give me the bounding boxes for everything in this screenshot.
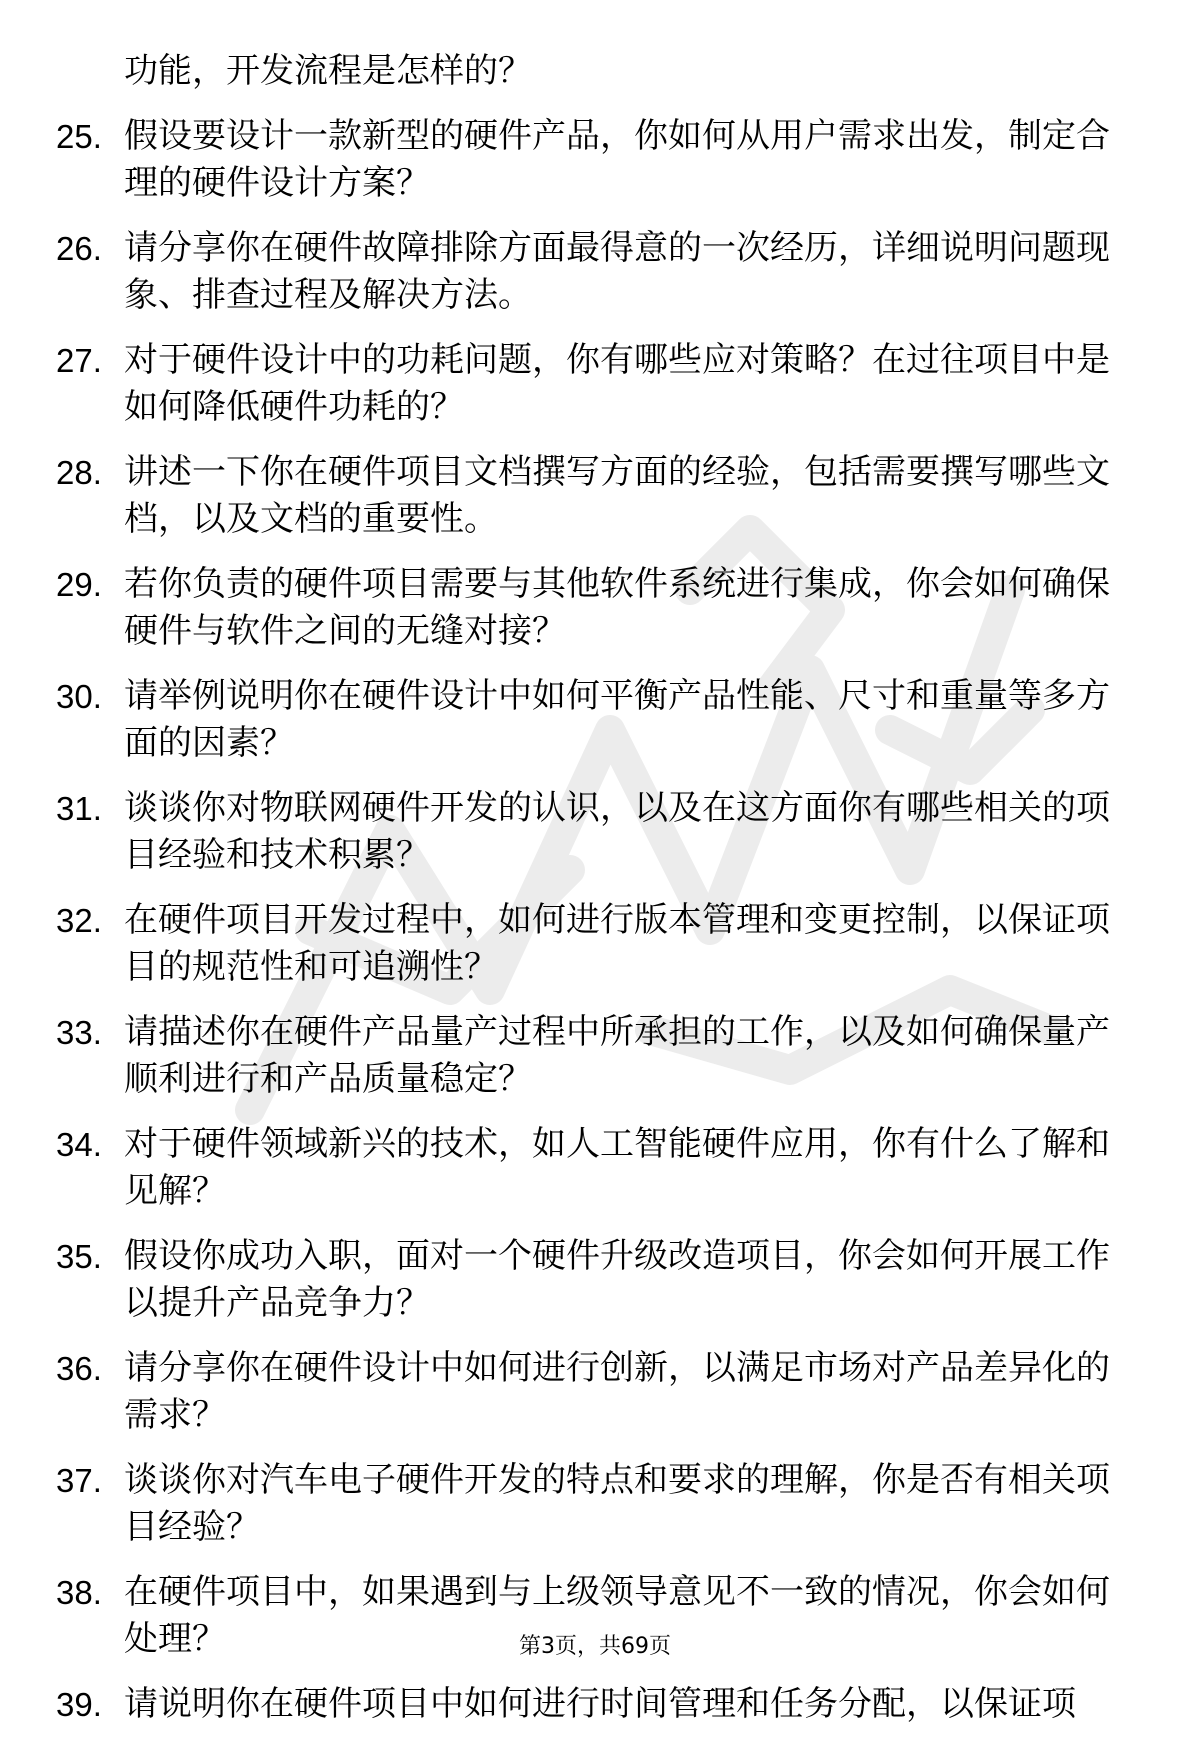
question-text: 对于硬件领域新兴的技术，如人工智能硬件应用，你有什么了解和见解？ [124,1124,1110,1211]
question-number: 39. [56,1686,102,1723]
question-number: 32. [56,902,102,939]
question-item [56,673,1136,767]
question-number: 25. [56,118,102,155]
question-number: 28. [56,454,102,491]
question-number: 36. [56,1350,102,1387]
question-item [56,1009,1136,1103]
question-text: 讲述一下你在硬件项目文档撰写方面的经验，包括需要撰写哪些文档，以及文档的重要性。 [124,452,1110,539]
question-item [56,897,1136,991]
question-item [56,561,1136,655]
question-number: 33. [56,1014,102,1051]
question-number: 31. [56,790,102,827]
continued-text: 功能，开发流程是怎样的？ [124,51,532,91]
question-item [56,1121,1136,1215]
question-number: 38. [56,1574,102,1611]
question-content [56,48,1136,1746]
question-item [56,785,1136,879]
question-item [56,1457,1136,1551]
question-text: 若你负责的硬件项目需要与其他软件系统进行集成，你会如何确保硬件与软件之间的无缝对接？ [124,564,1110,651]
question-text: 在硬件项目开发过程中，如何进行版本管理和变更控制，以保证项目的规范性和可追溯性？ [124,900,1110,987]
question-item [56,225,1136,319]
question-item [56,449,1136,543]
question-list [56,113,1136,1728]
question-number: 34. [56,1126,102,1163]
question-item [56,1345,1136,1439]
question-number: 37. [56,1462,102,1499]
question-text: 请分享你在硬件设计中如何进行创新，以满足市场对产品差异化的需求？ [124,1348,1110,1435]
question-number: 35. [56,1238,102,1275]
question-item [56,1233,1136,1327]
question-text: 假设要设计一款新型的硬件产品，你如何从用户需求出发，制定合理的硬件设计方案？ [124,116,1110,203]
question-number: 26. [56,230,102,267]
question-text: 请分享你在硬件故障排除方面最得意的一次经历，详细说明问题现象、排查过程及解决方法。 [124,228,1110,315]
page-footer: 第3页，共69页 [519,1634,671,1659]
question-item [56,337,1136,431]
question-number: 30. [56,678,102,715]
question-item [56,113,1136,207]
question-text: 在硬件项目中，如果遇到与上级领导意见不一致的情况，你会如何处理？ [124,1572,1110,1659]
question-text: 请举例说明你在硬件设计中如何平衡产品性能、尺寸和重量等多方面的因素？ [124,676,1110,763]
question-text: 谈谈你对物联网硬件开发的认识，以及在这方面你有哪些相关的项目经验和技术积累？ [124,788,1110,875]
question-text: 请说明你在硬件项目中如何进行时间管理和任务分配，以保证项 [124,1684,1076,1724]
question-text: 对于硬件设计中的功耗问题，你有哪些应对策略？在过往项目中是如何降低硬件功耗的？ [124,340,1110,427]
question-item [56,1681,1136,1728]
question-text: 谈谈你对汽车电子硬件开发的特点和要求的理解，你是否有相关项目经验？ [124,1460,1110,1547]
question-text: 假设你成功入职，面对一个硬件升级改造项目，你会如何开展工作以提升产品竞争力？ [124,1236,1110,1323]
question-number: 29. [56,566,102,603]
question-number: 27. [56,342,102,379]
question-text: 请描述你在硬件产品量产过程中所承担的工作，以及如何确保量产顺利进行和产品质量稳定？ [124,1012,1110,1099]
